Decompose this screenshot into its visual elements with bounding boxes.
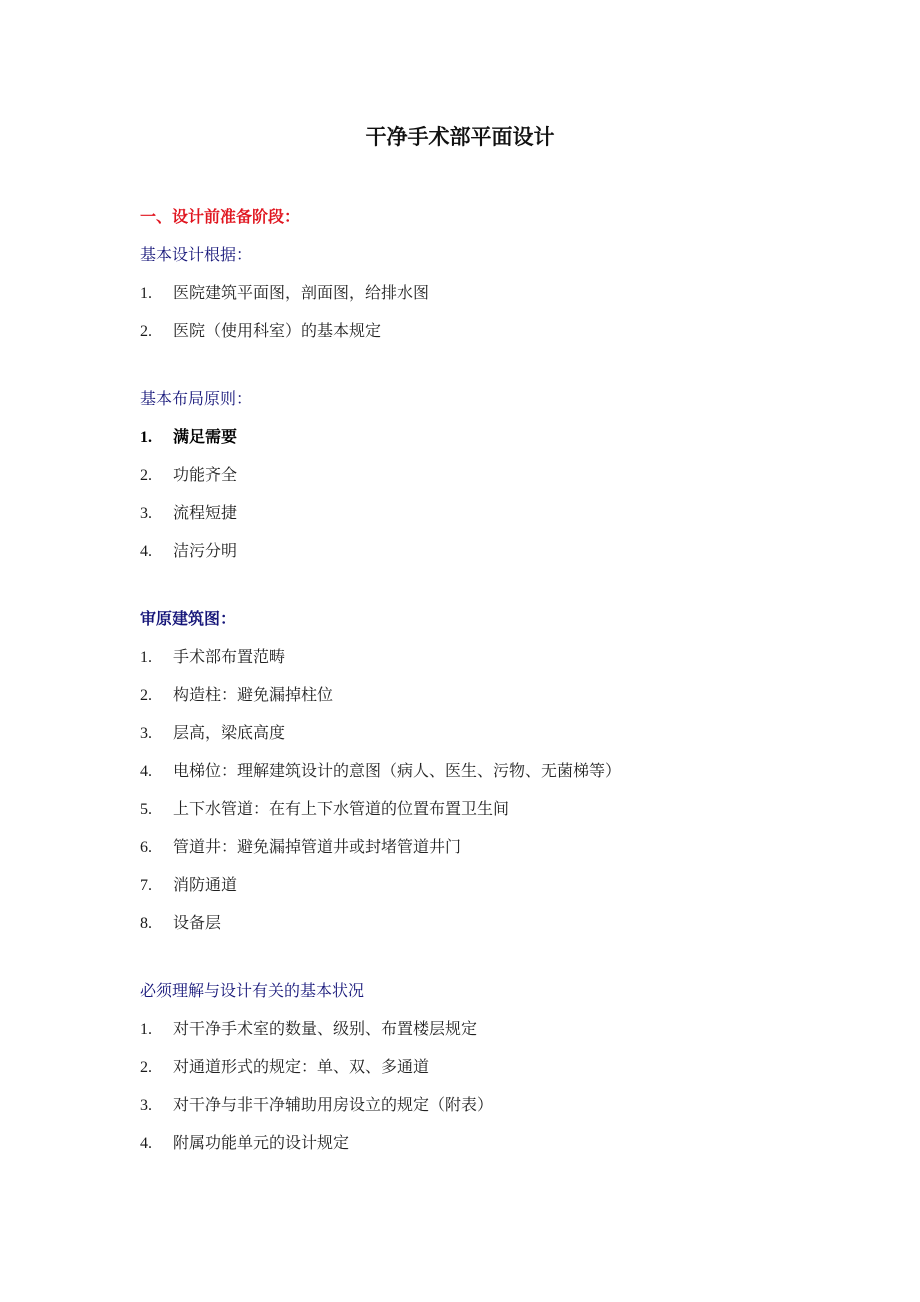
list-number: 5. (140, 801, 152, 818)
list-text: 层高，梁底高度 (173, 723, 286, 742)
list-item (140, 681, 840, 719)
list-item (140, 795, 840, 833)
list-text: 对干净与非干净辅助用房设立的规定（附表） (173, 1095, 494, 1114)
list-item (140, 1053, 840, 1091)
list-item (140, 317, 840, 355)
list-number: 4. (140, 763, 152, 780)
list-text: 附属功能单元的设计规定 (173, 1133, 350, 1152)
list-item (140, 1015, 840, 1053)
subheading-review-drawings: 审原建筑图： (140, 609, 237, 628)
list-item (140, 499, 840, 537)
layout-principles-list (140, 423, 840, 575)
list-text: 医院（使用科室）的基本规定 (173, 321, 382, 340)
list-item (140, 423, 840, 461)
list-number: 7. (140, 877, 152, 894)
list-number: 2. (140, 1059, 152, 1076)
list-text: 功能齐全 (173, 465, 238, 484)
list-item (140, 833, 840, 871)
page-title: 干净手术部平面设计 (365, 125, 555, 149)
list-text: 对通道形式的规定：单、双、多通道 (173, 1057, 430, 1076)
design-basis-list (140, 279, 840, 355)
list-item (140, 1129, 840, 1167)
list-item (140, 279, 840, 317)
list-item (140, 871, 840, 909)
list-number: 3. (140, 505, 152, 522)
list-number: 6. (140, 839, 152, 856)
list-text: 手术部布置范畴 (173, 647, 286, 666)
subheading-design-basis: 基本设计根据： (140, 245, 253, 264)
document-body (140, 203, 840, 1167)
list-text: 上下水管道：在有上下水管道的位置布置卫生间 (173, 799, 510, 818)
list-item (140, 537, 840, 575)
list-number: 2. (140, 323, 152, 340)
section-heading-preparation: 一、设计前准备阶段： (140, 207, 301, 226)
review-drawings-list (140, 643, 840, 947)
subheading-layout-principles: 基本布局原则： (140, 389, 253, 408)
list-number: 2. (140, 467, 152, 484)
list-text: 构造柱：避免漏掉柱位 (173, 685, 334, 704)
list-text: 医院建筑平面图，剖面图，给排水图 (173, 283, 430, 302)
list-number: 4. (140, 1135, 152, 1152)
list-number: 3. (140, 1097, 152, 1114)
list-text: 流程短捷 (173, 503, 238, 522)
list-number: 4. (140, 543, 152, 560)
basic-conditions-list (140, 1015, 840, 1167)
list-number: 1. (140, 285, 152, 302)
list-item (140, 1091, 840, 1129)
list-text: 设备层 (173, 913, 222, 932)
list-text: 电梯位：理解建筑设计的意图（病人、医生、污物、无菌梯等） (173, 761, 622, 780)
list-number: 1. (140, 429, 152, 446)
spacer (140, 355, 840, 385)
list-text: 洁污分明 (173, 541, 238, 560)
list-number: 2. (140, 687, 152, 704)
list-item (140, 461, 840, 499)
list-item (140, 719, 840, 757)
subheading-basic-conditions: 必须理解与设计有关的基本状况 (140, 981, 365, 1000)
list-item (140, 643, 840, 681)
spacer (140, 947, 840, 977)
list-text: 管道井：避免漏掉管道井或封堵管道井门 (173, 837, 462, 856)
list-number: 3. (140, 725, 152, 742)
list-text: 满足需要 (173, 427, 238, 446)
list-item (140, 909, 840, 947)
list-text: 对干净手术室的数量、级别、布置楼层规定 (173, 1019, 478, 1038)
list-number: 1. (140, 649, 152, 666)
list-number: 8. (140, 915, 152, 932)
list-number: 1. (140, 1021, 152, 1038)
list-item (140, 757, 840, 795)
spacer (140, 575, 840, 605)
list-text: 消防通道 (173, 875, 238, 894)
